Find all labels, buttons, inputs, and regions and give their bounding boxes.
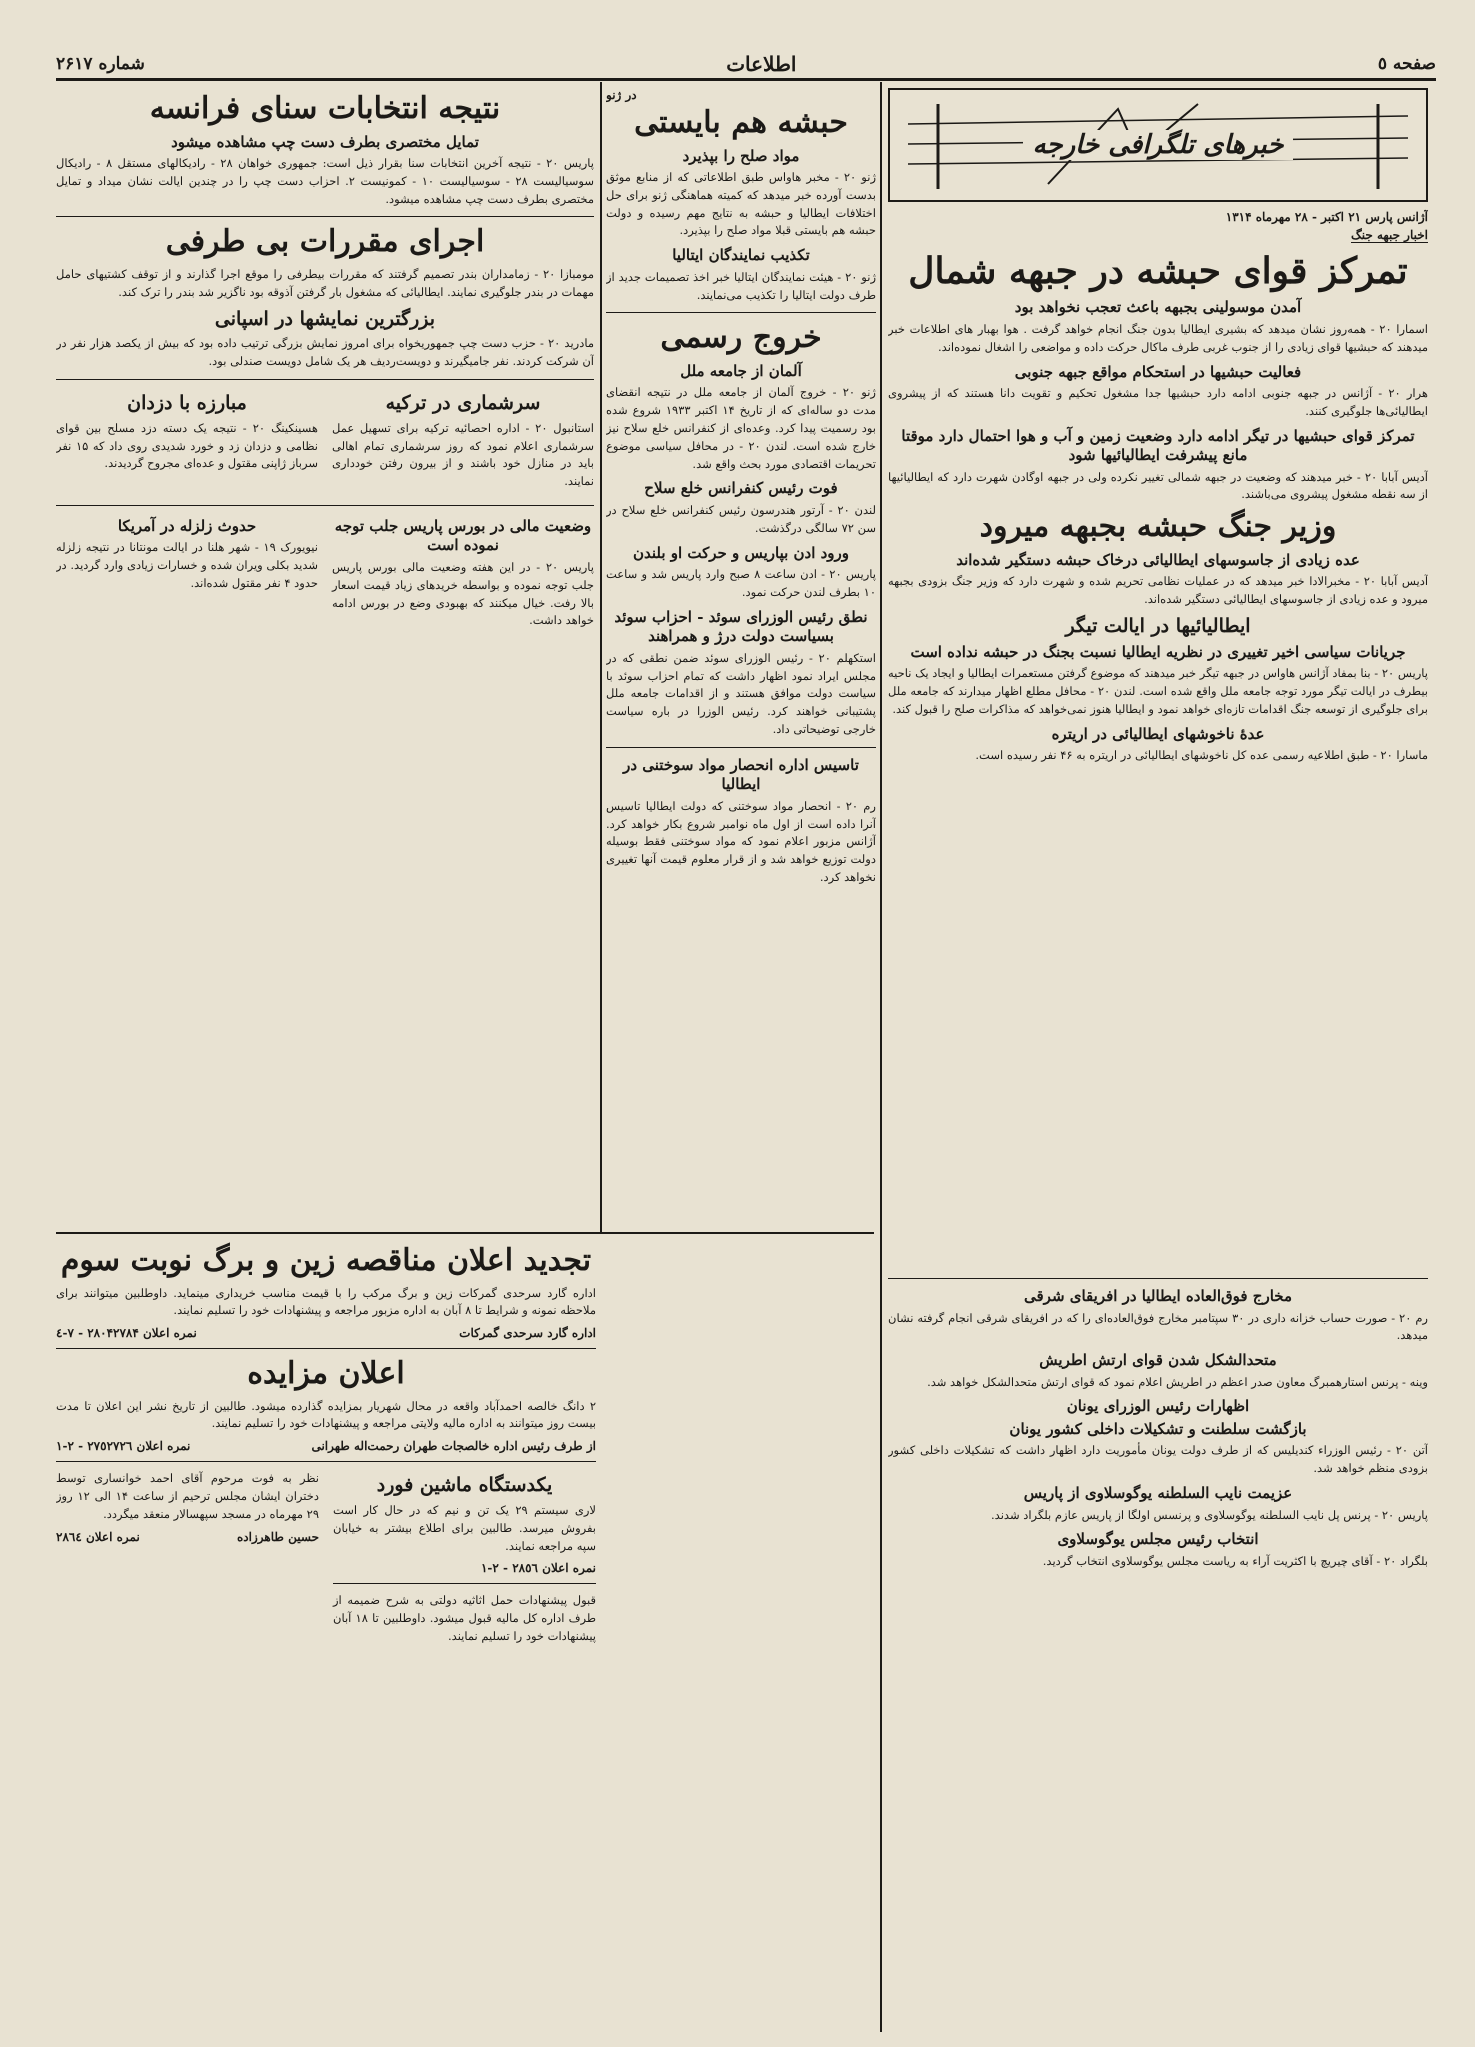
headline-tigray-forces: تمرکز قوای حبشیها در تیگر ادامه دارد وضعیت زمین و آب و هوا احتمال دارد موقتا مانع پیشرفت ایطالیائیها شود [901, 426, 1415, 465]
headline-ethiopia-north: تمرکز قوای حبشه در جبهه شمال [908, 250, 1408, 292]
ad-memorial-body: نظر به فوت مرحوم آقای احمد خوانساری توسط دختران ایشان مجلس ترحیم از ساعت ۱۴ الی ۱۲ روز ۲۹ مهرماه در مسجد سپهسالار منعقد میگردد. [56, 1471, 319, 1521]
two-up-row [56, 514, 594, 636]
article-body: مادرید ۲۰ - حزب دست چپ جمهوریخواه برای امروز نمایش بزرگی ترتیب داده بود که بیش از یکصد هزار نفر در آن شرکت کردند. نفر جامیگیرند و دویست‌ردیف هر یک شامل دویست صندلی بود. [56, 336, 594, 369]
article-body: بلگراد ۲۰ - آقای چیریچ با اکثریت آراء به ریاست مجلس یوگوسلاوی انتخاب گردید. [1042, 1553, 1428, 1568]
ad-ford-ref: نمره اعلان ۲۸٥٦ - ۲-۱ [480, 1561, 596, 1576]
article-bourse [332, 514, 594, 636]
masthead [56, 52, 1436, 76]
column-divider-2 [600, 82, 602, 1232]
subhead-spies: عده زیادی از جاسوسهای ایطالیائی درخاک حبشه دستگیر شده‌اند [956, 550, 1360, 569]
ad-auction-footer [56, 1439, 596, 1453]
masthead-rule [56, 78, 1436, 81]
telegraph-banner [888, 88, 1428, 202]
headline-austria-army: متحدالشکل شدن قوای ارتش اطریش [1039, 1351, 1277, 1370]
ad-auction-sign: از طرف رئیس اداره خالصجات طهران رحمت‌اله طهرانی [311, 1439, 596, 1454]
ad-memorial-footer [56, 1530, 319, 1544]
divider [606, 312, 876, 313]
article-body: آدیس آبابا ۲۰ - خبر میدهند که وضعیت در جبهه شمالی تغییر نکرده ولی در جبهه اوگادن شهرت دارد که ایطالیائیها از سه نقطه مشغول پیشروی می‌باشند. [888, 469, 1428, 502]
divider [56, 216, 594, 217]
section-tag: در ژنو [606, 88, 637, 102]
article-body: اسمارا ۲۰ - همه‌روز نشان میدهد که بشیری ایطالیا بدون جنگ انجام خواهد گرفت . هوا بهبار های اطلاعات خبر میدهند که حبشیها قوای زیادی را از جنوب غربی طرف ماکال حرکت داده و مواضعی را اشغال نموده‌اند. [888, 321, 1428, 354]
divider [333, 1583, 596, 1584]
article-body: نیویورک ۱۹ - شهر هلنا در ایالت مونتانا در نتیجه زلزله شدید بکلی ویران شده و خسارات زیادی وارد گردید. در حدود ۴ نفر مقتول شده‌اند. [56, 540, 318, 591]
ad-tender-body: اداره گارد سرحدی گمرکات زین و برگ مرکب را با قیمت مناسب خریداری مینماید. داوطلبین میتوانند برای ملاحظه نمونه و شرایط تا ۸ آبان به اداره مزبور مراجعه و پیشنهادات خود را تسلیم نمایند. [56, 1285, 596, 1318]
article-body: ماسارا ۲۰ - طبق اطلاعیه رسمی عده کل ناخوشهای ایطالیائی در اریتره به ۴۶ نفر رسیده است. [975, 748, 1428, 763]
headline-yugoslav-parliament: انتخاب رئیس مجلس یوگوسلاوی [1057, 1530, 1259, 1549]
telegraph-banner-title: خبرهای تلگرافی خارجه [1023, 130, 1294, 160]
headline-yugoslav-regent: عزیمت نایب السلطنه یوگوسلاوی از پاریس [1023, 1484, 1293, 1503]
ad-ford-body: لاری سیستم ۲۹ یک تن و نیم که در حال کار است بفروش میرسد. طالبین برای اطلاع بیشتر به خیابان سپه مراجعه نمایند. [333, 1503, 596, 1553]
headline-ethiopia-must: حبشه هم بایستی [634, 105, 848, 140]
column-foreign-news [888, 88, 1428, 1268]
article-body: هسینکینگ ۲۰ - نتیجه یک دسته دزد مسلح بین قوای نظامی و دزدان زد و خورد شدیدی روی داد که ۱۵ نفر سرباز ژاپنی مقتول و عده‌ای مجروح گردیدند. [56, 420, 318, 471]
headline-tigray-italians: ایطالیائیها در ایالت تیگر [1065, 614, 1251, 637]
column-left [56, 88, 594, 1228]
two-up-row [56, 388, 594, 497]
article-body: هرار ۲۰ - آژانس در جبهه جنوبی ادامه دارد حبشیها جدا مشغول تحکیم و تقویت دانا هستند که از پیشروی ایطالیائی‌ها جلوگیری کنند. [888, 386, 1428, 418]
ad-ford [333, 1470, 596, 1652]
column-middle [606, 88, 876, 2028]
headline-war-minister: وزیر جنگ حبشه بجبهه میرود [979, 509, 1337, 545]
article-body: پاریس ۲۰ - در این هفته وضعیت مالی بورس پاریس جلب توجه نموده و بواسطه خریدهای زیاد قیمت اسعار بالا رفت. خیال میکنند که بهبودی وضع در بورس ادامه خواهد داشت. [332, 559, 594, 628]
article-bandits [56, 388, 318, 497]
divider [56, 505, 594, 506]
ad-tender-title: تجدید اعلان مناقصه زین و برگ نوبت سوم [60, 1243, 592, 1278]
headline-turkey-census: سرشماری در ترکیه [385, 391, 541, 414]
column-divider-1 [880, 82, 882, 2032]
article-body: آتن ۲۰ - رئیس الوزراء کندیلیس که از طرف دولت یونان مأموریت دارد اظهار داشت که تشکیلات داخلی کشور بزودی منظم خواهد شد. [888, 1443, 1428, 1476]
article-earthquake [56, 514, 318, 636]
subhead-politics: جریانات سیاسی اخیر تغییری در نظریه ایطالیا نسبت بجنگ در حبشه نداده است [910, 642, 1406, 661]
ad-ford-title: یکدستگاه ماشین فورد [376, 1474, 553, 1497]
ad-tender-ref: نمره اعلان ۲۸۰۴۲۷۸۴ - ۷-٤ [56, 1326, 197, 1341]
headline-spain-demonstrations: بزرگترین نمایشها در اسپانی [214, 307, 436, 330]
page-number: صفحه ٥ [1377, 54, 1436, 74]
headline-disarmament-death: فوت رئیس کنفرانس خلع سلاح [644, 479, 838, 498]
column-foreign-news-lower [888, 1270, 1428, 2030]
article-body: مومبازا ۲۰ - زمامداران بندر تصمیم گرفتند که مقررات بیطرفی را موقع اجرا گذارند و از توقف کشتیهای حامل مهمات در بندر جلوگیری نمایند. ایطالیائی که مشغول بار گرفتن آذوقه بود ناگزیر شد بندر را ترک کند. [56, 266, 594, 299]
headline-official-exit: خروج رسمی [660, 320, 822, 356]
subhead-peace: مواد صلح را بپذیرد [682, 146, 800, 165]
article-body: رم ۲۰ - صورت حساب خزانه داری در ۳۰ سپتامبر مخارج فوق‌العاده‌ای را که در افریقای شرقی انجام گرفته نشان میدهد. [888, 1310, 1428, 1343]
headline-greece-pm: اظهارات رئیس الوزرای یونان [1066, 1397, 1250, 1416]
article-body: ژنو ۲۰ - هیئت نمایندگان ایتالیا خبر اخذ تصمیمات جدید از طرف دولت ایتالیا را تکذیب می‌نمایند. [606, 269, 876, 302]
ad-auction-body: ۲ دانگ خالصه احمدآباد واقعه در محال شهریار بمزایده گذارده میشود. طالبین از تاریخ نشر این اعلان تا مدت بیست روز میتوانند به اداره مالیه ولایتی مراجعه و پیشنهادات خود را تسلیم نمایند. [56, 1398, 596, 1431]
ad-memorial-sign: حسین طاهرزاده [237, 1529, 319, 1544]
ads-section [56, 1240, 596, 2030]
divider [606, 747, 876, 748]
divider [888, 1278, 1428, 1279]
headline-eritrea-sick: عدۀ ناخوشهای ایطالیائی در اریتره [1051, 724, 1265, 743]
subhead-germany-league: آلمان از جامعه ملل [680, 361, 802, 380]
divider [56, 1348, 596, 1349]
article-body: پاریس ۲۰ - بنا بمفاد آژانس هاواس در جبهه تیگر خبر میدهند که موضوع گرفتن مستعمرات ایطالیا و ایجاد یک ناحیه بیطرف در ایالت تیگر مورد توجه جامعه ملل واقع شده است. لندن ۲۰ - محافل مطلع اظهار میدارند که جامعه ملل برای جلوگیری از توسعه جنگ اقدامات تازه‌ای خواهد نمود و ایطالیا هنوز نمی‌خواهد که مذاکرات صلح را قبول کند. [888, 666, 1428, 716]
headline-italy-denial: تکذیب نمایندگان ایتالیا [672, 246, 810, 265]
headline-bandits: مبارزه با دزدان [127, 391, 247, 414]
ad-auction-title: اعلان مزایده [247, 1356, 405, 1392]
divider [56, 1461, 596, 1462]
article-body: لندن ۲۰ - آرتور هندرسون رئیس کنفرانس خلع سلاح در سن ۷۲ سالگی درگذشت. [606, 502, 876, 535]
subhead-left-shift: تمایل مختصری بطرف دست چپ مشاهده میشود [171, 132, 479, 151]
ad-tender-footer [56, 1326, 596, 1340]
subhead-mussolini: آمدن موسولینی بجبهه باعث تعجب نخواهد بود [1014, 298, 1302, 317]
ad-memorial-ref: نمره اعلان ۲۸٦٤ [56, 1529, 140, 1544]
headline-neutrality: اجرای مقررات بی طرفی [165, 224, 485, 260]
headline-italy-expenses: مخارج فوق‌العاده ایطالیا در افریقای شرقی [1024, 1287, 1292, 1305]
article-body: استانبول ۲۰ - اداره احصائیه ترکیه برای تسهیل عمل سرشماری اعلام نمود که روز سرشماری تمام اهالی باید در منازل خود باشند و از بیرون رفتن خودداری نمایند. [332, 420, 594, 489]
article-body: پاریس ۲۰ - نتیجه آخرین انتخابات سنا بقرار ذیل است: جمهوری خواهان ۲۸ - رادیکالهای مستقل ۸ - رادیکال سوسیالیست ۲۸ - سوسیالیست ۱۰ - کمونیست ۲. احزاب دست چپ را در چندین ایالت نشان میداد و تمایل مختصری بطرف دست چپ مشاهده میشود. [56, 156, 594, 206]
ads-bottom-row [56, 1470, 596, 1652]
headline-french-senate: نتیجه انتخابات سنای فرانسه [149, 91, 501, 126]
headline-sweden-pm: نطق رئیس الوزرای سوئد - احزاب سوئد بسیاست دولت درژ و همراهند [614, 607, 868, 646]
article-body: پاریس ۲۰ - ادن ساعت ۸ صبح وارد پاریس شد و ساعت ۱۰ بطرف لندن حرکت نمود. [606, 567, 876, 599]
dateline: آژانس پارس ۲۱ اکتبر - ۲۸ مهرماه ۱۳۱۴ [1225, 210, 1428, 224]
article-body: پاریس ۲۰ - پرنس پل نایب السلطنه یوگوسلاوی و پرنسس اولگا از پاریس عازم بلگراد شدند. [991, 1507, 1428, 1522]
issue-number: شماره ۲۶۱۷ [56, 54, 145, 74]
article-body: استکهلم ۲۰ - رئیس الوزرای سوئد ضمن نطقی که در مجلس ایراد نمود اظهار داشت که تمام احزاب سوئد با سیاست دولت موافق هستند و از اقدامات جامعه ملل پشتیبانی خواهند کرد. رئیس الوزرا در باره سیاست خارجی توضیحاتی داد. [606, 650, 876, 736]
ad-tender-sign: اداره گارد سرحدی گمرکات [459, 1326, 596, 1341]
newspaper-name: اطلاعات [726, 52, 797, 76]
article-body: ژنو ۲۰ - مخبر هاواس طبق اطلاعاتی که از منابع موثق بدست آورده خبر میدهد که کمیته هماهنگی ژنو برای حل اختلافات ایطالیا و حبشه به نتایج مهم رسیده و دولت حبشه هم بایستی قبلا مواد صلح را بپذیرد. [606, 170, 876, 238]
article-body: رم ۲۰ - انحصار مواد سوختنی که دولت ایطالیا تاسیس آنرا داده است از اول ماه نوامبر شروع بکار خواهد کرد. آژانس مزبور اعلام نمود که مواد سوختنی فقط بوسیله دولت توزیع خواهد شد و از قرار معلوم قیمت آنها تغییری نخواهد کرد. [606, 798, 876, 884]
article-body: ژنو ۲۰ - خروج آلمان از جامعه ملل در نتیجه انقضای مدت دو ساله‌ای که از تاریخ ۱۴ اکتبر ۱۹۳۳ شروع شده بود رسمیت پیدا کرد. وعده‌ای از کنفرانس خلع سلاح نیز خارج شده است. لندن ۲۰ - در محافل سیاسی موضوع تحریمات اقتصادی مورد بحث واقع شد. [606, 385, 876, 471]
headline-fuel-monopoly: تاسیس اداره انحصار مواد سوختنی در ایطالیا [623, 755, 859, 794]
headline-southern-front: فعالیت حبشیها در استحکام مواقع جبهه جنوبی [1014, 362, 1302, 381]
article-body: آدیس آبابا ۲۰ - مخبرالادا خبر میدهد که در عملیات نظامی تحریم شده و شهرت دارد که وزیر جنگ بزودی بجبهه میرود و عده زیادی از جاسوسهای ایطالیائی دستگیر شده‌اند. [888, 574, 1428, 607]
ad-memorial [56, 1470, 319, 1652]
ad-shipping-body: قبول پیشنهادات حمل اثاثیه دولتی به شرح ضمیمه از طرف اداره کل مالیه قبول میشود. داوطلبین تا ۱۸ آبان پیشنهادات خود را تسلیم نمایند. [333, 1593, 596, 1644]
headline-eden-paris: ورود ادن بپاریس و حرکت او بلندن [632, 543, 850, 562]
divider [56, 379, 594, 380]
article-census [332, 388, 594, 497]
section-label: اخبار جبهه جنگ [1351, 228, 1428, 242]
article-body: وینه - پرنس استارهمبرگ معاون صدر اعظم در اطریش اعلام نمود که قوای ارتش متحدالشکل خواهد شد. [927, 1374, 1428, 1389]
headline-earthquake: حدوث زلزله در آمریکا [117, 516, 257, 535]
subhead-greece: بازگشت سلطنت و تشکیلات داخلی کشور یونان [1009, 1419, 1307, 1438]
ad-auction-ref: نمره اعلان ۲۷٥۲۷۲٦ - ۲-۱ [56, 1439, 191, 1454]
headline-paris-bourse: وضعیت مالی در بورس پاریس جلب توجه نموده است [334, 516, 592, 555]
ads-top-rule [56, 1232, 874, 1234]
